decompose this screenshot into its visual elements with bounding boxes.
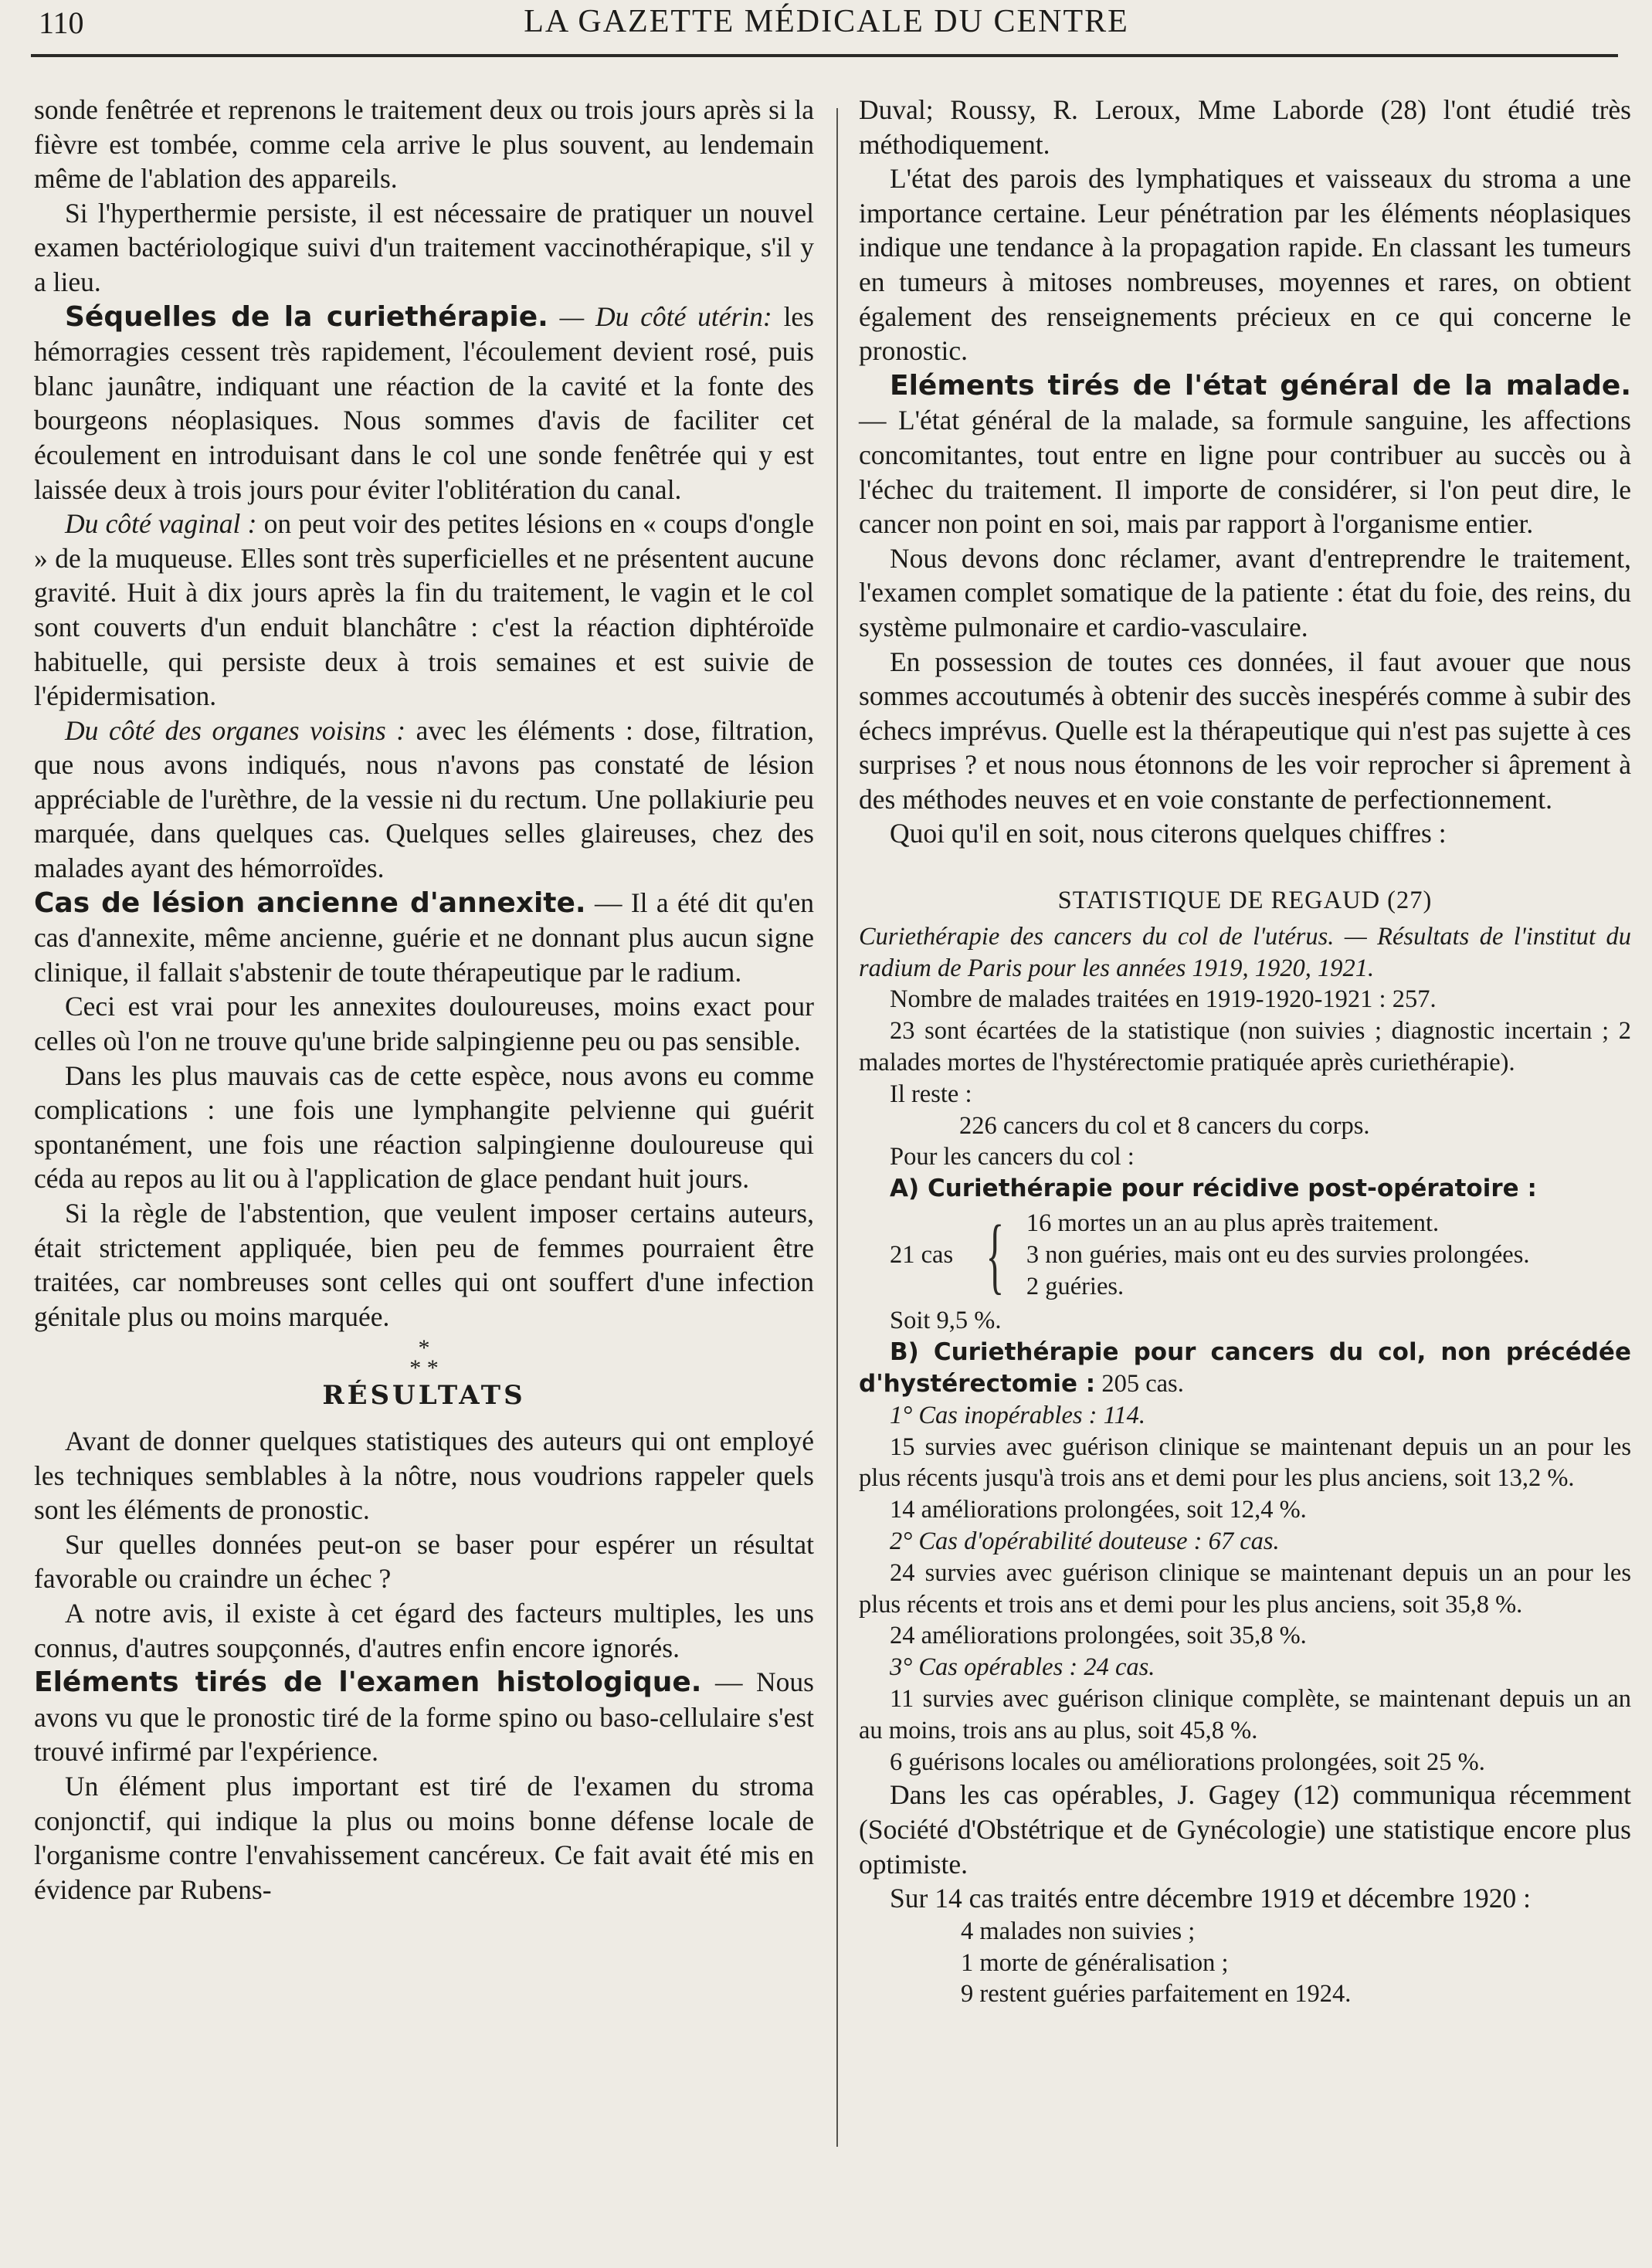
section-subheading: — Du côté utérin: (548, 300, 772, 332)
inline-label: Du côté vaginal : (65, 508, 257, 540)
right-column (859, 93, 1631, 2010)
stat-line: 11 survies avec guérison clinique complète, se maintenant depuis un an au moins, trois ans au plus, soit 45,8 %. (859, 1684, 1631, 1744)
paragraph-organes (34, 714, 814, 886)
journal-title: LA GAZETTE MÉDICALE DU CENTRE (524, 4, 1129, 39)
page-number: 110 (39, 5, 84, 40)
case-line: 3 non guéries, mais ont eu des survies prolongées. (1026, 1240, 1530, 1269)
stat-category-a: A) Curiethérapie pour récidive post-opératoire : (890, 1175, 1537, 1203)
section-histologique (34, 1665, 814, 1769)
case-line: 2 guéries. (1026, 1272, 1125, 1300)
page-header (31, 0, 1622, 62)
stat-line: 226 cancers du col et 8 cancers du corps. (959, 1111, 1370, 1140)
paragraph: Sur quelles données peut-on se baser pour espérer un résultat favorable ou craindre un échec ? (34, 1528, 814, 1595)
section-heading: Séquelles de la curiethérapie. (65, 300, 548, 333)
paragraph: sonde fenêtrée et reprenons le traitement deux ou trois jours après si la fièvre est tombée, comme cela arrive le plus souvent, au lendemain même de l'ablation des appareils. (34, 94, 814, 195)
paragraph-text: avec les éléments : dose, filtration, que nous avons indiqués, nous n'avons pas constaté de lésion appréciable de l'urèthre, de la vessie ni du rectum. Une pollakiurie peu marquée, dans quelques cas. Quelques selles glaireuses, chez des malades ayant des hémorroïdes. (34, 714, 814, 884)
section-heading: Eléments tirés de l'état général de la malade. (890, 369, 1631, 402)
stat-line: 6 guérisons locales ou améliorations prolongées, soit 25 %. (890, 1748, 1485, 1776)
statistics-title: STATISTIQUE DE REGAUD (27) (1057, 887, 1433, 915)
paragraph: Dans les plus mauvais cas de cette espèce, nous avons eu comme complications : une fois une lymphangite pelvienne qui guérit spontanément, une fois une réaction salpingienne douloureuse qui céda au repos au lit ou à l'application de glace pendant huit jours. (34, 1059, 814, 1195)
statistics-block (859, 885, 1631, 1778)
paragraph-text: on peut voir des petites lésions en « coups d'ongle » de la muqueuse. Elles sont très superficielles et ne présentent aucune gravité. Huit à dix jours après la fin du traitement, le vagin et le col sont couverts d'un enduit blanchâtre : c'est la réaction diphtéroïde habituelle, qui persiste deux à trois semaines et est suivie de l'épidermisation. (34, 508, 814, 712)
section-text: les hémorragies cessent très rapidement, l'écoulement devient rosé, puis blanc jaunâtre, indiquant une réaction de la cavité et la fonte des bourgeons néoplasiques. Nous sommes d'avis de faciliter cet écoulement en introduisant dans le col une sonde fenêtrée qui y est laissée deux à trois jours pour éviter l'oblitération du canal. (34, 300, 814, 505)
stat-subcategory: 3° Cas opérables : 24 cas. (890, 1653, 1155, 1682)
paragraph: Nous devons donc réclamer, avant d'entreprendre le traitement, l'examen complet somatique de la patiente : état du foie, des reins, du système pulmonaire et cardio-vasculaire. (859, 542, 1631, 642)
section-heading: Eléments tirés de l'examen histologique. (34, 1666, 702, 1699)
stat-line: 24 survies avec guérison clinique se maintenant depuis un an pour les plus récents et trois ans et demi pour les plus anciens, soit 35,8 %. (859, 1558, 1631, 1619)
results-heading: RÉSULTATS (322, 1380, 526, 1412)
stat-subcategory: 1° Cas inopérables : 114. (890, 1401, 1146, 1429)
section-sequelles (34, 300, 814, 507)
section-text: — Nous avons vu que le pronostic tiré de la forme spino ou baso-cellulaire s'est trouvé infirmé par l'expérience. (34, 1666, 814, 1768)
asterism: * * * (409, 1335, 439, 1381)
section-text: — Il a été dit qu'en cas d'annexite, même ancienne, guérie et ne donnant plus aucun signe clinique, il fallait s'abstenir de toute thérapeutique par le radium. (34, 887, 815, 988)
cases-list (1026, 1208, 1530, 1302)
paragraph: Dans les cas opérables, J. Gagey (12) communiqua récemment (Société d'Obstétrique et de Gynécologie) une statistique encore plus optimiste. (859, 1779, 1631, 1880)
paragraph: Si la règle de l'abstention, que veulent imposer certains auteurs, était strictement appliquée, bien peu de femmes pourraient être traitées, car nombreuses sont celles qui ont souffert d'une infection génitale plus ou moins marquée. (34, 1198, 814, 1332)
paragraph: Ceci est vrai pour les annexites douloureuses, moins exact pour celles où l'on ne trouve qu'une bride salpingienne peu ou pas sensible. (34, 991, 814, 1057)
outcome-list (859, 1916, 1631, 2010)
paragraph: L'état des parois des lymphatiques et vaisseaux du stroma a une importance certaine. Leur pénétration par les éléments néoplasiques indique une tendance à la propagation rapide. En classant les tumeurs en tumeurs à mitoses nombreuses, moyennes et rares, on obtient également des renseignements précieux en ce qui concerne le pronostic. (859, 163, 1631, 367)
stat-line: 23 sont écartées de la statistique (non suivies ; diagnostic incertain ; 2 malades mortes de l'hystérectomie pratiquée après curiethérapie). (859, 1017, 1631, 1077)
paragraph: A notre avis, il existe à cet égard des facteurs multiples, les uns connus, d'autres soupçonnés, d'autres enfin encore ignorés. (34, 1597, 814, 1663)
statistics-subtitle: Curiethérapie des cancers du col de l'utérus. — Résultats de l'institut du radium de Paris pour les années 1919, 1920, 1921. (859, 922, 1631, 982)
stat-line: 15 survies avec guérison clinique se maintenant depuis un an pour les plus récents jusqu'à trois ans et demi pour les plus anciens, soit 13,2 %. (859, 1432, 1631, 1493)
paragraph: En possession de toutes ces données, il faut avouer que nous sommes accoutumés à obtenir des succès inespérés comme à subir des échecs imprévus. Quelle est la thérapeutique qui n'est pas sujette à ces surprises ? et nous nous étonnons de les voir reprocher si âprement à des méthodes neuves et en voie constante de perfectionnement. (859, 646, 1631, 815)
case-line: 16 mortes un an au plus après traitement. (1026, 1209, 1440, 1238)
stat-category-b: B) Curiethérapie pour cancers du col, non précédée d'hystérectomie : 205 cas. (859, 1338, 1631, 1398)
stat-subcategory: 2° Cas d'opérabilité douteuse : 67 cas. (890, 1527, 1280, 1555)
section-etat-general (859, 368, 1631, 541)
section-annexite (34, 886, 814, 990)
stat-line: Soit 9,5 %. (890, 1307, 1002, 1335)
paragraph: Avant de donner quelques statistiques des auteurs qui ont employé les techniques semblables à la nôtre, nous voudrions rappeler quels sont les éléments de pronostic. (34, 1425, 814, 1526)
paragraph: Quoi qu'il en soit, nous citerons quelques chiffres : (890, 818, 1447, 849)
paragraph-vaginal (34, 507, 814, 714)
outcome-line: 9 restent guéries parfaitement en 1924. (961, 1980, 1352, 2009)
header-rule (31, 54, 1618, 57)
paragraph: Un élément plus important est tiré de l'examen du stroma conjonctif, qui indique la plus ou moins bonne défense locale de l'organisme contre l'envahissement cancéreux. Ce fait avait été mis en évidence par Rubens- (34, 1770, 814, 1905)
stat-line: Nombre de malades traitées en 1919-1920-1921 : 257. (890, 985, 1437, 1014)
cases-group (890, 1208, 1631, 1302)
left-column (34, 93, 814, 1907)
stat-line: Il reste : (890, 1080, 972, 1108)
stat-line: Pour les cancers du col : (890, 1143, 1135, 1171)
section-text: — L'état général de la malade, sa formule sanguine, les affections concomitantes, tout entre en ligne pour contribuer au succès ou à l'échec du traitement. Il importe de considérer, si l'on peut dire, le cancer non point en soi, mais par rapport à l'organisme entier. (859, 405, 1631, 540)
stat-line: 14 améliorations prolongées, soit 12,4 %. (890, 1496, 1307, 1524)
outcome-line: 1 morte de généralisation ; (961, 1948, 1229, 1977)
paragraph: Sur 14 cas traités entre décembre 1919 et décembre 1920 : (890, 1883, 1531, 1914)
section-heading: Cas de lésion ancienne d'annexite. (34, 887, 586, 919)
brace-glyph: { (985, 1208, 1005, 1303)
inline-label: Du côté des organes voisins : (65, 714, 406, 746)
paragraph: Duval; Roussy, R. Leroux, Mme Laborde (28) l'ont étudié très méthodiquement. (859, 94, 1631, 160)
cases-label: 21 cas (890, 1240, 954, 1269)
stat-line: 24 améliorations prolongées, soit 35,8 %. (890, 1622, 1307, 1650)
outcome-line: 4 malades non suivies ; (961, 1917, 1196, 1945)
paragraph: Si l'hyperthermie persiste, il est nécessaire de pratiquer un nouvel examen bactériologique suivi d'un traitement vaccinothérapique, s'il y a lieu. (34, 197, 814, 297)
column-divider (836, 108, 838, 2147)
